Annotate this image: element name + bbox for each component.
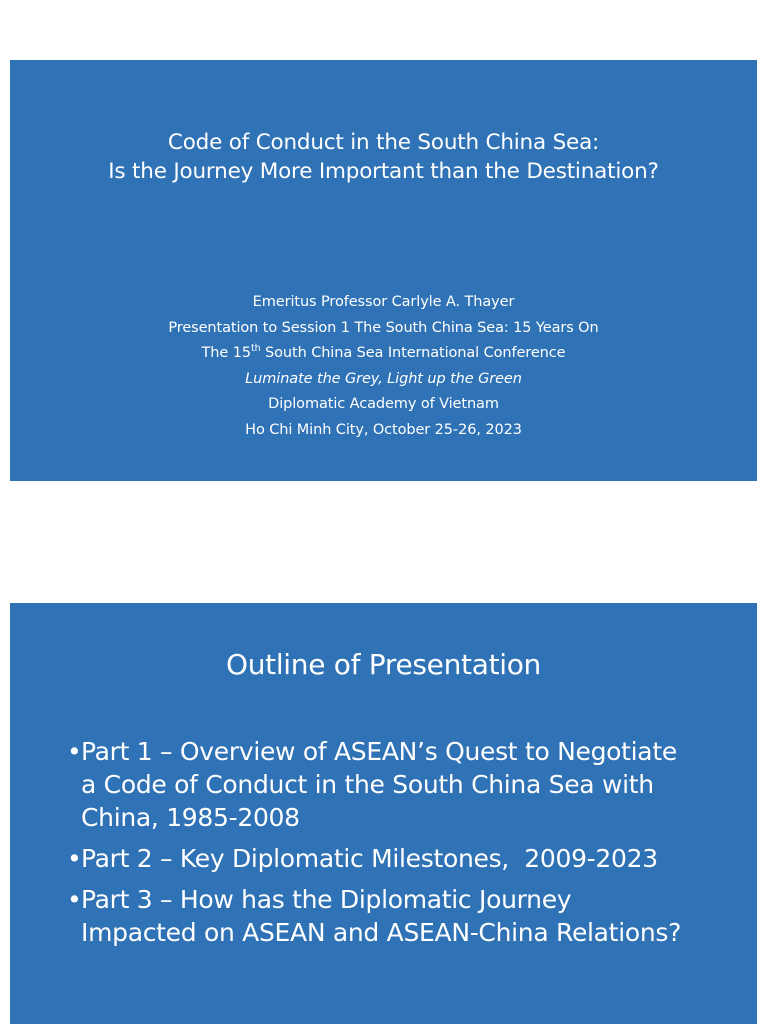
place-and-date: Ho Chi Minh City, October 25-26, 2023 xyxy=(245,421,522,438)
outline-item-part-1 xyxy=(67,735,747,834)
bullet-icon: • xyxy=(67,844,82,873)
title-slide xyxy=(10,60,757,481)
presenter-name: Emeritus Professor Carlyle A. Thayer xyxy=(252,294,515,310)
host-institution: Diplomatic Academy of Vietnam xyxy=(268,396,499,412)
bullet-icon: • xyxy=(67,737,82,766)
outline-item-line: Impacted on ASEAN and ASEAN-China Relations? xyxy=(81,918,682,947)
conference-suffix: South China Sea International Conference xyxy=(260,345,566,361)
conference-prefix: The 15 xyxy=(201,345,251,361)
outline-slide xyxy=(10,603,757,1024)
title-line-1: Code of Conduct in the South China Sea: xyxy=(167,130,600,155)
slide-subtitle xyxy=(10,290,757,443)
outline-item-part-3 xyxy=(67,883,747,949)
outline-item-part-2 xyxy=(67,842,747,875)
conference-ordinal-suffix: th xyxy=(250,343,261,354)
outline-item-line: a Code of Conduct in the South China Sea with xyxy=(81,770,654,799)
outline-list xyxy=(67,735,747,957)
outline-item-line: Part 1 – Overview of ASEAN’s Quest to Negotiate xyxy=(81,737,677,766)
outline-item-line: Part 2 – Key Diplomatic Milestones, 2009-2023 xyxy=(81,844,658,873)
conference-theme: Luminate the Grey, Light up the Green xyxy=(245,370,522,387)
outline-title: Outline of Presentation xyxy=(225,648,542,681)
conference-line xyxy=(10,341,757,367)
title-line-2: Is the Journey More Important than the Destination? xyxy=(108,159,659,184)
outline-item-line: China, 1985-2008 xyxy=(81,803,300,832)
slide-title xyxy=(10,128,757,186)
outline-item-line: Part 3 – How has the Diplomatic Journey xyxy=(81,885,572,914)
bullet-icon: • xyxy=(67,885,82,914)
session-line: Presentation to Session 1 The South China Sea: 15 Years On xyxy=(168,319,599,336)
